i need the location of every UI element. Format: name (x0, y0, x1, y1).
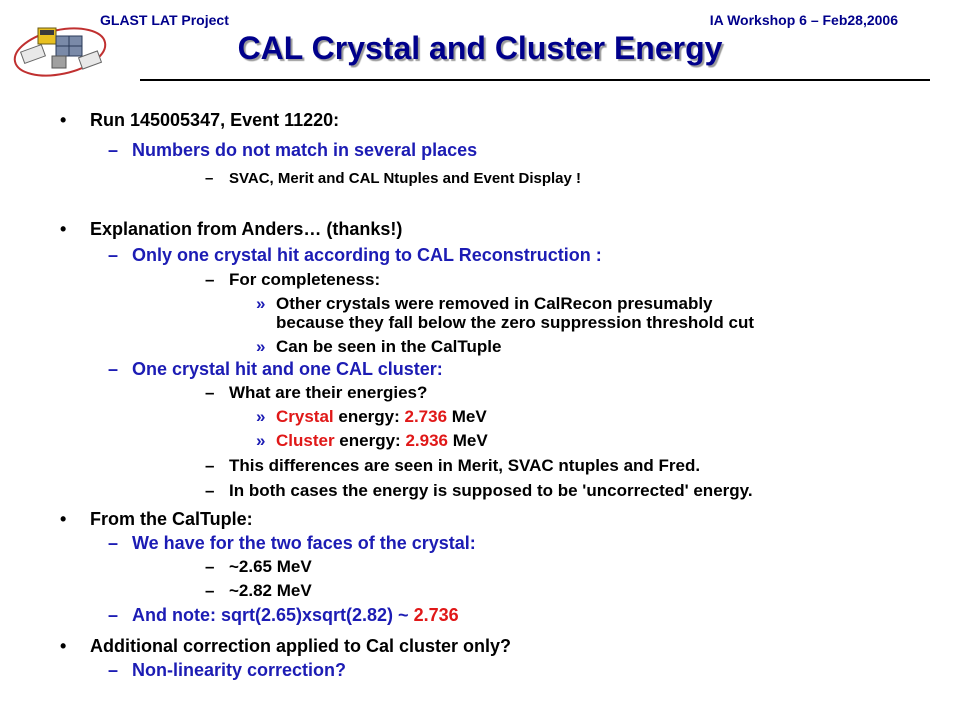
item-caltuple: » Can be seen in the CalTuple (256, 337, 502, 356)
item-other-crystals: » Other crystals were removed in CalRecon presumably (256, 294, 713, 313)
sub-non-linearity: – Non-linearity correction? (108, 660, 347, 680)
sub-completeness: – For completeness: (205, 270, 381, 289)
bullet-marker: • (60, 219, 67, 239)
sub-differences-seen: – This differences are seen in Merit, SVAC ntuples and Fred. (205, 456, 701, 475)
bullet-marker: • (60, 636, 67, 656)
header-project-name: GLAST LAT Project (100, 12, 229, 28)
sub-uncorrected-energy: – In both cases the energy is supposed to be 'uncorrected' energy. (205, 481, 753, 500)
sub-two-faces: – We have for the two faces of the crystal: (108, 533, 476, 553)
sub-face-one-energy: – ~2.65 MeV (205, 557, 312, 576)
header-workshop-date: IA Workshop 6 – Feb28,2006 (709, 12, 898, 28)
bullet-additional-correction: • Additional correction applied to Cal cluster only? (60, 636, 512, 656)
slide-title: CAL Crystal and Cluster Energy (237, 30, 723, 66)
sub-sqrt-note: – And note: sqrt(2.65)xsqrt(2.82) ~ 2.736 (108, 605, 459, 625)
sub-svac-merit: – SVAC, Merit and CAL Ntuples and Event Display ! (205, 170, 582, 187)
bullet-run-event: • Run 145005347, Event 11220: (60, 110, 340, 130)
item-crystal-energy: » Crystal energy: 2.736 MeV (256, 407, 487, 426)
sub-one-crystal-hit: – Only one crystal hit according to CAL Reconstruction : (108, 245, 602, 265)
sub-energies-question: – What are their energies? (205, 383, 428, 402)
item-other-crystals-cont: because they fall below the zero suppression threshold cut (276, 313, 754, 332)
bullet-from-caltuple: • From the CalTuple: (60, 509, 253, 529)
bullet-marker: • (60, 509, 67, 529)
item-cluster-energy: » Cluster energy: 2.936 MeV (256, 431, 488, 450)
sub-numbers-mismatch: – Numbers do not match in several places (108, 140, 478, 160)
bullet-marker: • (60, 110, 67, 130)
bullet-explanation: • Explanation from Anders… (thanks!) (60, 219, 403, 239)
sub-face-two-energy: – ~2.82 MeV (205, 581, 312, 600)
sub-crystal-and-cluster: – One crystal hit and one CAL cluster: (108, 359, 443, 379)
